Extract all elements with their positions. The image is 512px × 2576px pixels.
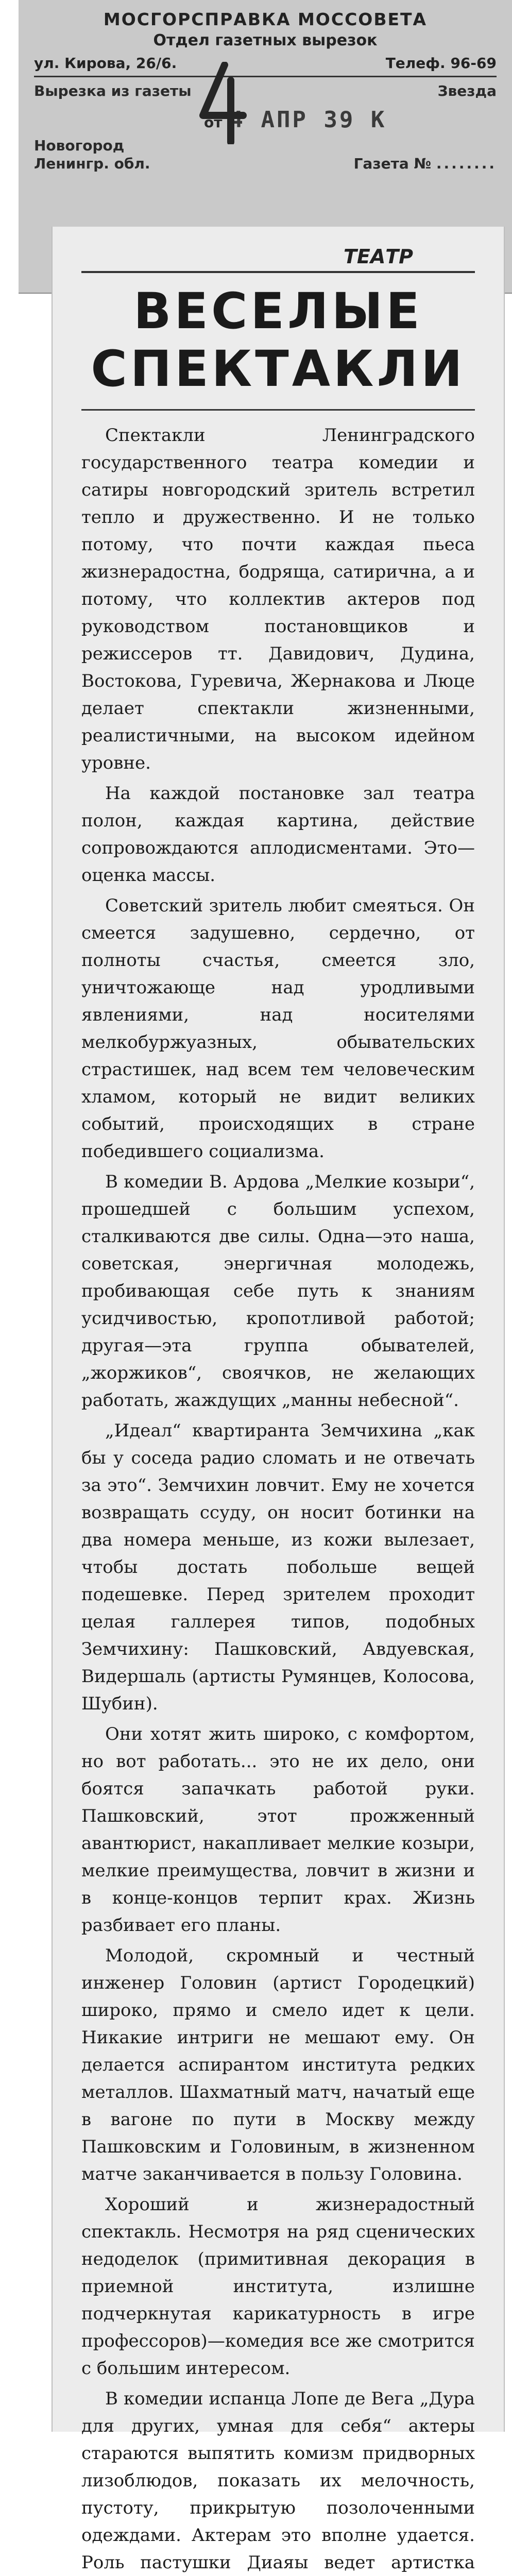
city-name: Новогород [34, 137, 125, 154]
article-paragraph: В комедии В. Ардова „Мелкие козыри“, прошедшей с большим успехом, сталкиваются две силы. Одна—это наша, советская, энергичная молодежь, пробивающая себе путь к знаниям усидчивостью, кропотливой работой; другая—эта группа обывателей, „жоржиков“, своячков, не желающих работать, жаждущих „манны небесной“. [81, 1172, 475, 1411]
agency-phone: Телеф. 96-69 [385, 55, 497, 72]
article-paragraph: Хороший и жизнерадостный спектакль. Несмотря на ряд сценических недоделок (примитивная декорация в приемной института, излишне подчеркнутая карикатурность в игре профессоров)—комедия все же смотрится с большим интересом. [81, 2194, 475, 2379]
article-paragraph: Они хотят жить широко, с комфортом, но вот работать... это не их дело, они боятся запачкать работой руки. Пашковский, этот прожженный авантюрист, накапливает мелкие козыри, мелкие преимущества, ловчит в жизни и в конце-концов терпит крах. Жизнь разбивает его планы. [81, 1724, 475, 1936]
newspaper-name: Звезда [437, 82, 497, 99]
address-row [34, 55, 497, 72]
rubric-label: ТЕАТР [343, 245, 413, 268]
headline-line-1: ВЕСЕЛЫЕ [133, 282, 423, 340]
article-paragraph: Спектакли Ленинградского государственного театра комедии и сатиры новгородский зритель встретил тепло и дружественно. И не только потому, что почти каждая пьеса жизнерадостна, бодряща, сатирична, а и потому, что коллектив актеров под руководством постановщиков и режиссеров тт. Давидович, Дудина, Востокова, Гуревича, Жернакова и Люце делает спектакли жизненными, реалистичными, на высоком идейном уровне. [81, 425, 475, 773]
cutting-from-label: Вырезка из газеты [34, 82, 192, 99]
article-paragraph: „Идеал“ квартиранта Земчихина „как бы у соседа радио сломать и не отвечать за это“. Земчихин ловчит. Ему не хочется возвращать ссуду, он носит ботинки на два номера меньше, из кожи вылезает, чтобы достать побольше вещей подешевке. Перед зрителем проходит целая галлерея типов, подобных Земчихину: Пашковский, Авдуевская, Видершаль (артисты Румянцев, Колосова, Шубин). [81, 1420, 475, 1714]
date-prefix: от [204, 114, 223, 131]
newspaper-clipping [52, 227, 505, 2573]
handwritten-mark-icon [194, 62, 250, 144]
headline-line-2: СПЕКТАКЛИ [91, 340, 466, 398]
rubric-divider [81, 271, 475, 273]
article-body [81, 422, 475, 2576]
article-paragraph: Советский зритель любит смеяться. Он смеется задушевно, сердечно, от полноты счастья, смеется зло, уничтожающе над уродливыми явлениями, над носителями мелкобуржуазных, обывательских страстишек, над всем тем человеческим хламом, который не видит великих событий, происходящих в стране победившего социализма. [81, 895, 475, 1162]
source-row [34, 82, 497, 99]
headline-divider [81, 409, 475, 411]
region-name: Ленингр. обл. [34, 155, 150, 172]
agency-address: ул. Кирова, 26/6. [34, 55, 177, 72]
date-stamp: 4 АПР 39 К [229, 107, 387, 133]
gazette-number-label: Газета № [353, 155, 432, 172]
article-headline [81, 282, 475, 398]
gazette-number-dots: ........ [436, 155, 497, 172]
city-row [34, 137, 497, 154]
article-paragraph: Молодой, скромный и честный инженер Головин (артист Городецкий) широко, прямо и смело идет к цели. Никакие интриги не мешают ему. Он делается аспирантом института редких металлов. Шахматный матч, начатый еще в вагоне по пути в Москву между Пашковским и Головиным, в жизненном матче заканчивается в пользу Головина. [81, 1945, 475, 2184]
agency-name: МОСГОРСПРАВКА МОССОВЕТА [103, 9, 428, 29]
department-name: Отдел газетных вырезок [153, 31, 378, 49]
gazette-number [354, 155, 497, 172]
region-row [34, 155, 497, 172]
article-paragraph: На каждой постановке зал театра полон, каждая картина, действие сопровождаются аплодисментами. Это—оценка массы. [81, 783, 475, 886]
date-row [34, 107, 497, 133]
slip-divider [34, 76, 497, 77]
article-paragraph: В комедии испанца Лопе де Вега „Дура для других, умная для себя“ актеры стараются выпятить комизм придворных лизоблюдов, показать их мелочность, пустоту, прикрытую позолоченными одеждами. Актерам это вполне удается. Роль пастушки Диаяы ведет артистка [81, 2388, 475, 2573]
